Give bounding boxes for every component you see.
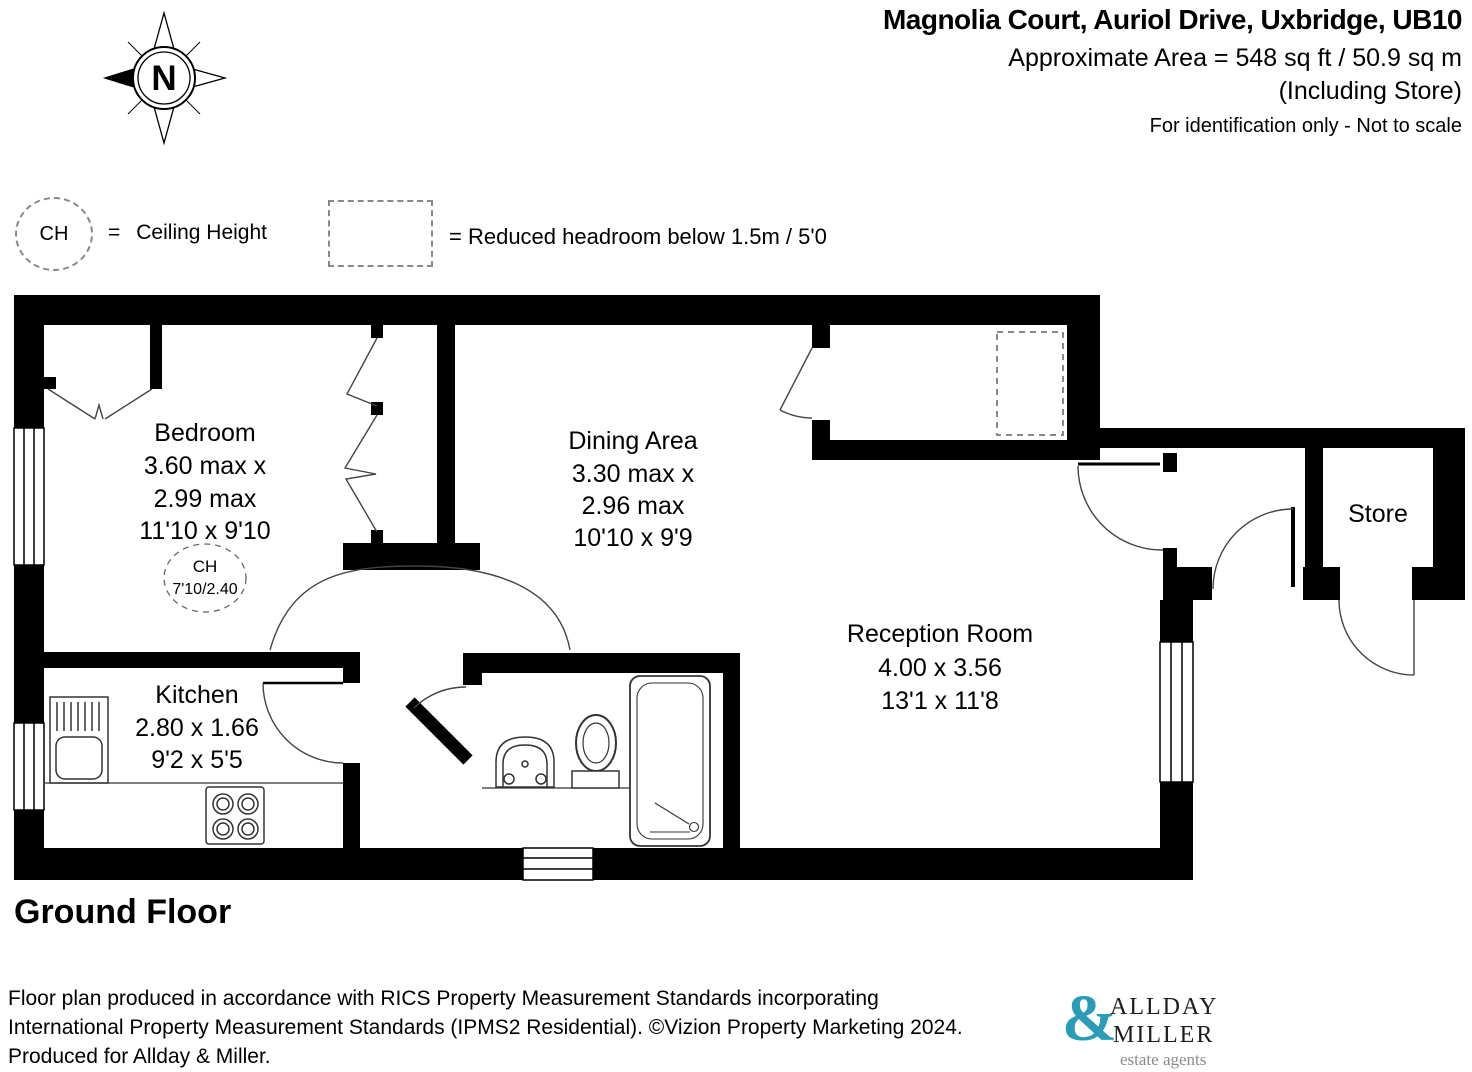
scale-disclaimer: For identification only - Not to scale	[1149, 115, 1462, 137]
legend-reduced-headroom-label: = Reduced headroom below 1.5m / 5'0	[449, 224, 827, 249]
room-labels	[135, 419, 1408, 774]
store-label: Store	[1348, 500, 1408, 528]
legend-ch-label: Ceiling Height	[136, 221, 268, 244]
svg-text:CH: CH	[192, 557, 218, 576]
bedroom-label	[139, 419, 270, 545]
svg-text:Reception Room: Reception Room	[846, 620, 1034, 648]
logo-name-line1: ALLDAY	[1110, 994, 1219, 1020]
kitchen-window	[14, 723, 44, 810]
lobby-door	[1213, 507, 1293, 589]
footer-line-1: Floor plan produced in accordance with RICS Property Measurement Standards incorporating	[8, 987, 879, 1010]
footer-line-2: International Property Measurement Standards (IPMS2 Residential). ©Vizion Property Marketing 2024.	[8, 1016, 963, 1039]
footer-line-3: Produced for Allday & Miller.	[8, 1045, 271, 1068]
including-store-note: (Including Store)	[1278, 77, 1462, 105]
svg-text:2.96 max: 2.96 max	[581, 492, 685, 520]
reception-lobby-door	[1078, 464, 1163, 550]
hall-door-arcs	[270, 566, 570, 650]
floor-title: Ground Floor	[14, 893, 232, 931]
toilet-icon	[572, 715, 619, 788]
logo-tagline: estate agents	[1120, 1050, 1207, 1069]
entry-corridor-door	[780, 348, 812, 418]
header	[883, 4, 1462, 138]
svg-text:Bedroom: Bedroom	[154, 419, 256, 447]
reception-window	[1160, 642, 1193, 782]
wardrobe-bifold-doors	[345, 338, 377, 532]
kitchen-label	[135, 681, 259, 774]
svg-text:11'10 x 9'10: 11'10 x 9'10	[139, 517, 271, 545]
bathroom-window	[523, 848, 593, 880]
svg-text:4.00 x 3.56: 4.00 x 3.56	[878, 654, 1002, 682]
legend-ch-equals: =	[108, 221, 121, 244]
kitchen-door	[263, 683, 343, 763]
svg-text:2.99 max: 2.99 max	[153, 485, 257, 513]
logo-ampersand: &	[1062, 982, 1117, 1055]
footer-disclaimer	[8, 984, 963, 1071]
legend-ch-text	[108, 221, 267, 245]
svg-text:7'10/2.40: 7'10/2.40	[172, 581, 238, 598]
kitchen-sink-unit	[50, 697, 108, 783]
basin-icon	[496, 737, 554, 787]
ceiling-height-circle	[164, 544, 246, 612]
svg-text:3.60 max x: 3.60 max x	[143, 452, 267, 480]
reduced-headroom-area	[997, 332, 1063, 435]
svg-text:Dining Area: Dining Area	[568, 427, 698, 455]
svg-text:9'2 x 5'5: 9'2 x 5'5	[151, 746, 243, 774]
svg-text:3.30 max x: 3.30 max x	[571, 460, 695, 488]
bedroom-cupboard-doors	[48, 389, 152, 419]
svg-text:13'1 x 11'8: 13'1 x 11'8	[881, 687, 999, 715]
property-title: Magnolia Court, Auriol Drive, Uxbridge, UB10	[882, 4, 1462, 35]
compass-north-label: N	[151, 59, 177, 98]
bathtub-icon	[630, 676, 710, 846]
approximate-area: Approximate Area = 548 sq ft / 50.9 sq m	[1008, 44, 1462, 72]
legend-ch-symbol: CH	[15, 197, 93, 271]
bedroom-window	[14, 428, 44, 565]
dining-label	[568, 427, 697, 552]
store-door	[1339, 600, 1414, 675]
legend-reduced-headroom-symbol	[328, 200, 433, 267]
svg-text:Kitchen: Kitchen	[155, 681, 239, 709]
logo-name-line2: MILLER	[1113, 1022, 1215, 1048]
fixtures	[44, 676, 710, 846]
reception-label	[847, 620, 1033, 715]
hob-icon	[206, 787, 264, 844]
agent-logo	[1062, 982, 1232, 1069]
svg-text:10'10 x 9'9: 10'10 x 9'9	[573, 524, 693, 552]
svg-text:2.80 x 1.66: 2.80 x 1.66	[135, 714, 259, 742]
compass-icon	[105, 13, 225, 143]
